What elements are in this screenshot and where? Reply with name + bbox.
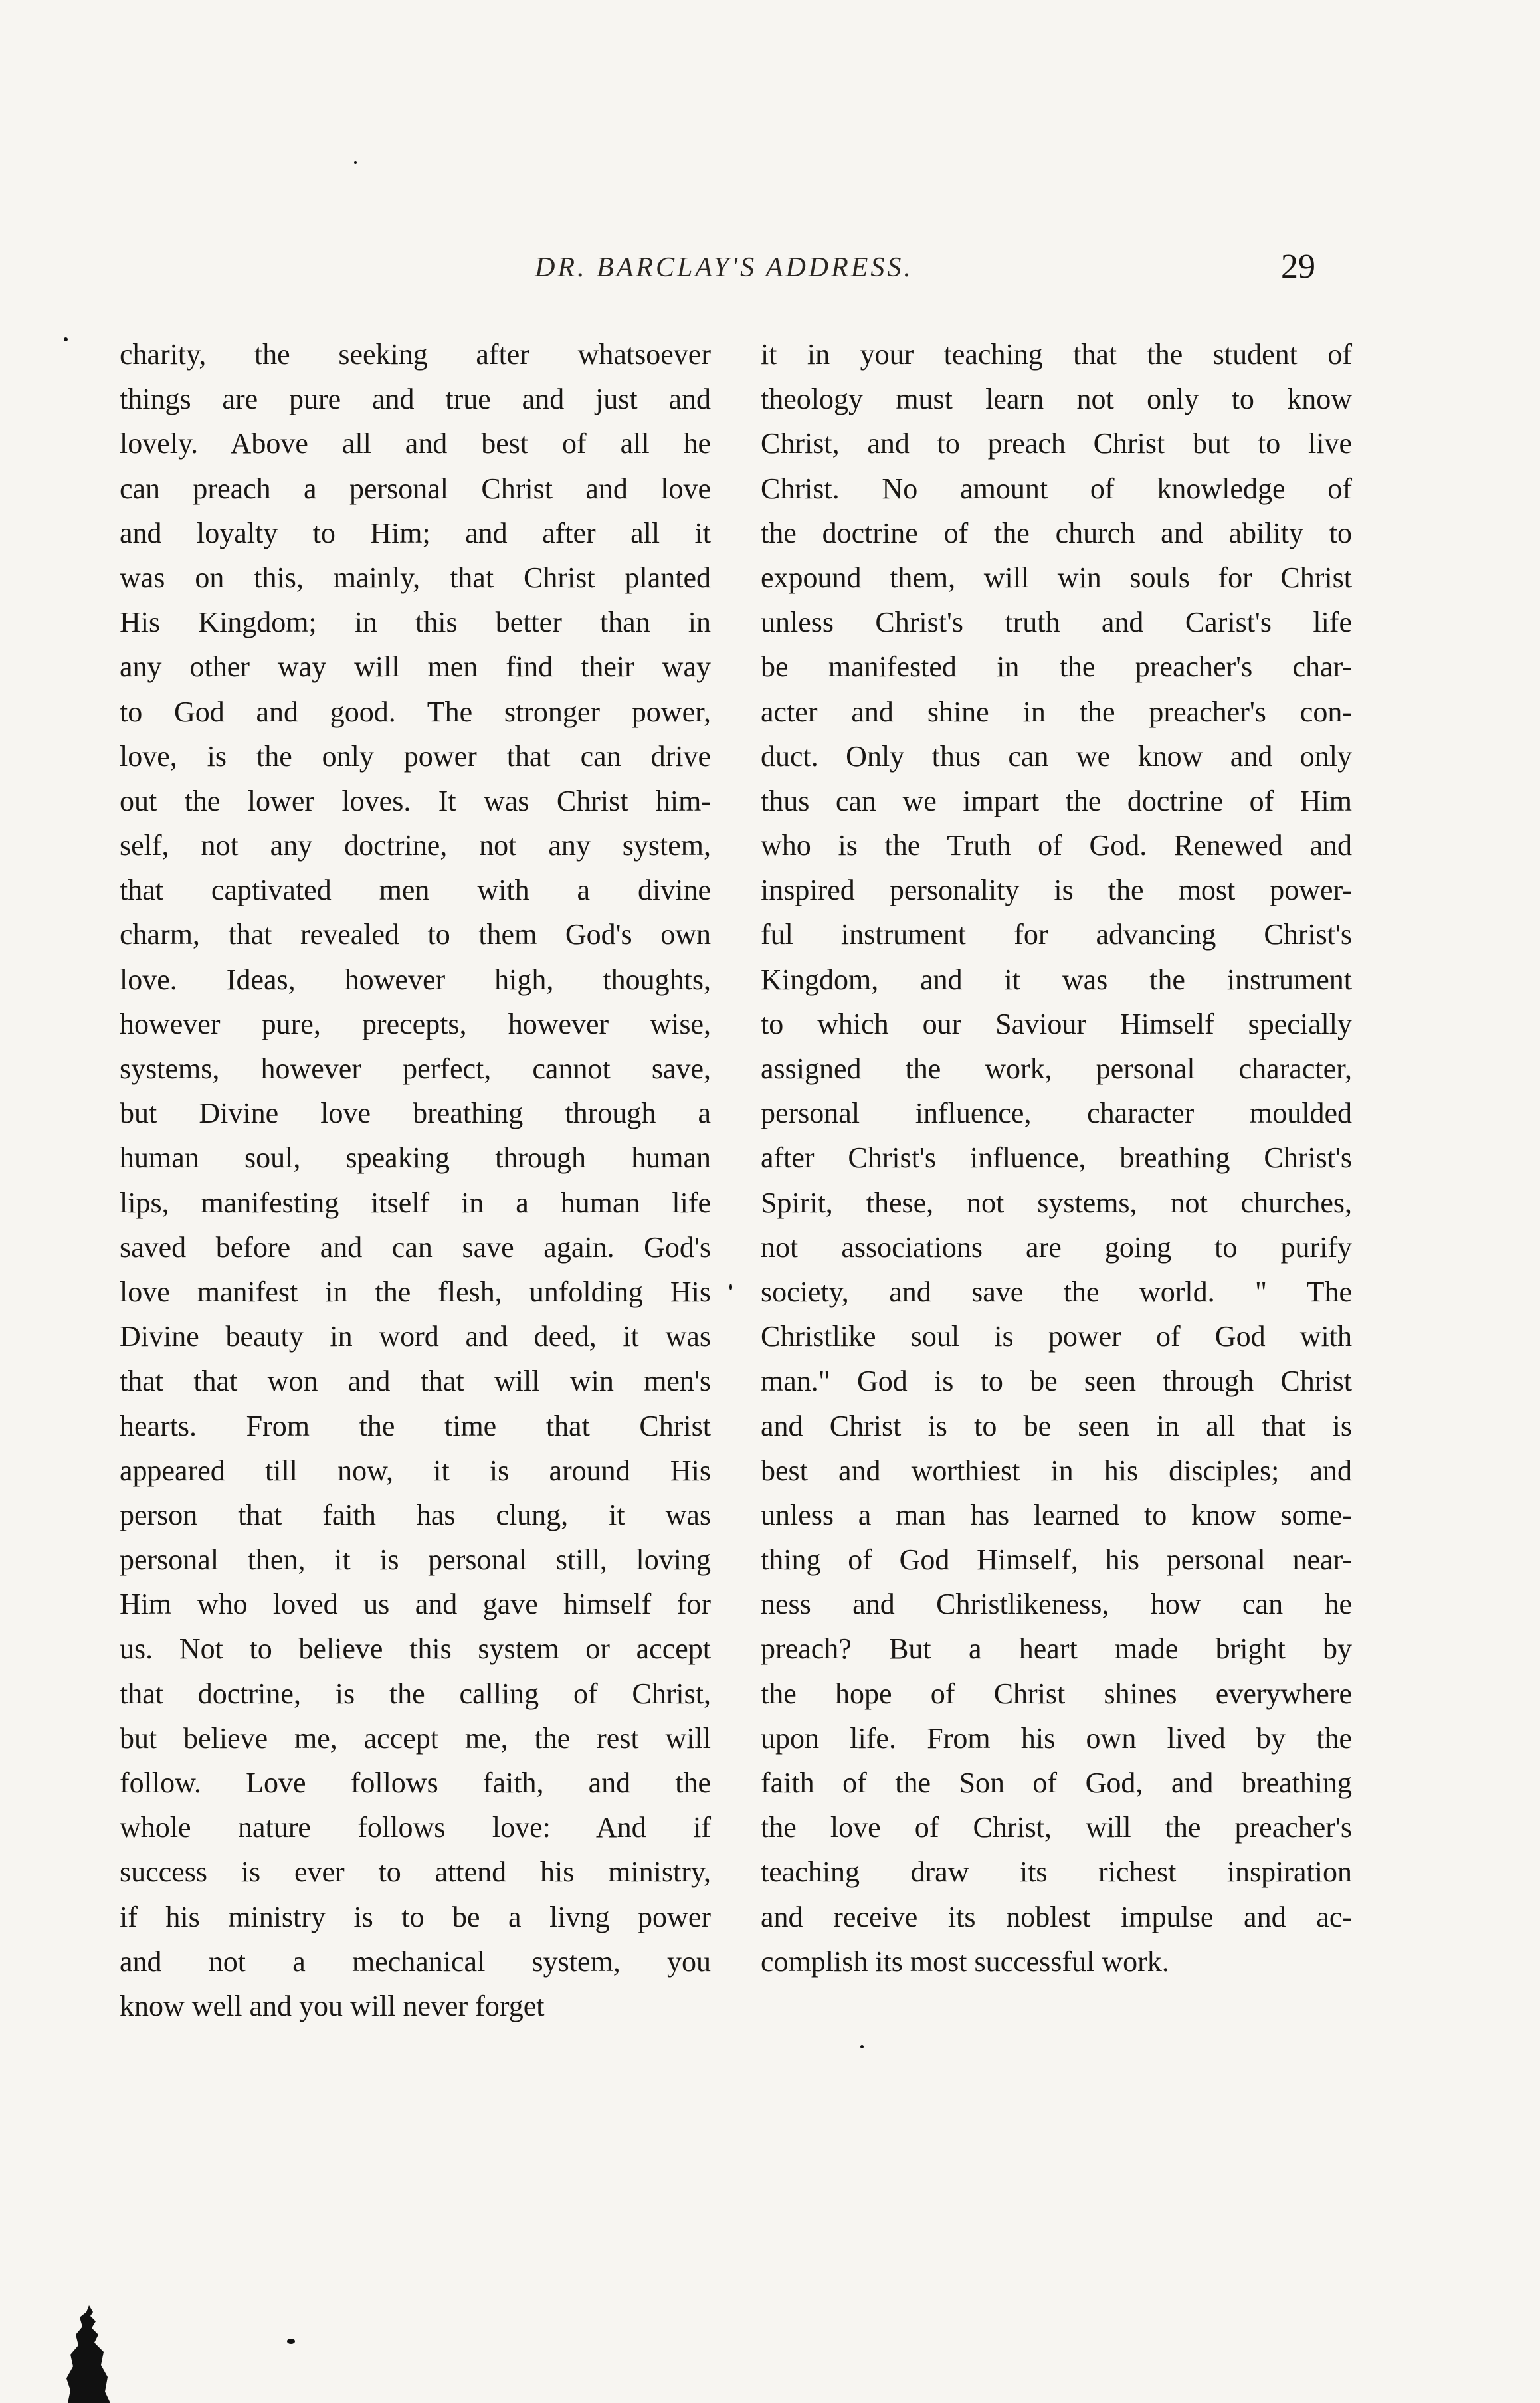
left-text-line: if his ministry is to be a livng power (120, 1900, 711, 1933)
left-text-line: lips, manifesting itself in a human life (120, 1186, 711, 1219)
left-text-line: systems, however perfect, cannot save, (120, 1052, 711, 1085)
right-text-line: Spirit, these, not systems, not churches, (761, 1186, 1352, 1219)
right-text-line: personal influence, character moulded (761, 1097, 1352, 1130)
left-text-line: charity, the seeking after whatsoever (120, 338, 711, 371)
right-text-line: unless a man has learned to know some- (761, 1498, 1352, 1531)
right-text-line: unless Christ's truth and Carist's life (761, 606, 1352, 639)
right-text-line: acter and shine in the preacher's con- (761, 695, 1352, 728)
left-text-column (120, 332, 711, 2028)
left-text-line: appeared till now, it is around His (120, 1454, 711, 1487)
right-text-line: faith of the Son of God, and breathing (761, 1767, 1352, 1799)
right-text-line: to which our Saviour Himself specially (761, 1007, 1352, 1040)
right-text-column (761, 332, 1352, 1984)
right-text-line: Christlike soul is power of God with (761, 1320, 1352, 1353)
left-text-line: and not a mechanical system, you (120, 1945, 711, 1978)
left-text-line: human soul, speaking through human (120, 1141, 711, 1175)
left-text-line: things are pure and true and just and (120, 383, 711, 416)
left-text-line: that that won and that will win men's (120, 1365, 711, 1398)
left-text-line: but believe me, accept me, the rest will (120, 1721, 711, 1755)
left-text-line: hearts. From the time that Christ (120, 1409, 711, 1442)
left-text-line: any other way will men find their way (120, 650, 711, 684)
left-text-line: that captivated men with a divine (120, 874, 711, 907)
left-text-line: us. Not to believe this system or accept (120, 1632, 711, 1666)
left-text-line: and loyalty to Him; and after all it (120, 516, 711, 549)
right-text-line: upon life. From his own lived by the (761, 1721, 1352, 1755)
left-text-line: can preach a personal Christ and love (120, 472, 711, 505)
running-head-title: DR. BARCLAY'S ADDRESS. (535, 252, 914, 283)
right-text-line: duct. Only thus can we know and only (761, 739, 1352, 773)
left-text-line: Him who loved us and gave himself for (120, 1588, 711, 1621)
right-text-line: theology must learn not only to know (761, 383, 1352, 416)
right-text-line: the doctrine of the church and ability to (761, 516, 1352, 549)
left-text-line: whole nature follows love: And if (120, 1811, 711, 1844)
left-text-line: to God and good. The stronger power, (120, 695, 711, 728)
right-text-line: Christ. No amount of knowledge of (761, 472, 1352, 505)
left-text-line: love, is the only power that can drive (120, 739, 711, 773)
scan-speck (287, 2339, 295, 2344)
left-text-line: charm, that revealed to them God's own (120, 918, 711, 951)
right-text-line: be manifested in the preacher's char- (761, 650, 1352, 684)
printers-ornament-mark (64, 2305, 112, 2403)
right-text-line: ful instrument for advancing Christ's (761, 918, 1352, 951)
right-text-line: teaching draw its richest inspiration (761, 1856, 1352, 1889)
left-text-line: that doctrine, is the calling of Christ, (120, 1677, 711, 1710)
right-text-line: not associations are going to purify (761, 1230, 1352, 1264)
left-text-line: love manifest in the flesh, unfolding His (120, 1275, 711, 1308)
left-text-line: however pure, precepts, however wise, (120, 1007, 711, 1040)
left-text-line: love. Ideas, however high, thoughts, (120, 963, 711, 996)
left-text-line: His Kingdom; in this better than in (120, 606, 711, 639)
left-text-line: person that faith has clung, it was (120, 1498, 711, 1531)
right-text-line: preach? But a heart made bright by (761, 1632, 1352, 1666)
left-text-line: follow. Love follows faith, and the (120, 1767, 711, 1799)
right-text-line: society, and save the world. " The (761, 1275, 1352, 1308)
right-text-line: and receive its noblest impulse and ac- (761, 1900, 1352, 1933)
right-text-line: best and worthiest in his disciples; and (761, 1454, 1352, 1487)
left-text-line: success is ever to attend his ministry, (120, 1856, 711, 1889)
right-text-line: the hope of Christ shines everywhere (761, 1677, 1352, 1710)
right-text-line: ness and Christlikeness, how can he (761, 1588, 1352, 1621)
left-text-line: lovely. Above all and best of all he (120, 427, 711, 460)
left-text-line: know well and you will never forget (120, 1989, 545, 2022)
page-number: 29 (1281, 248, 1315, 286)
right-text-line: complish its most successful work. (761, 1945, 1169, 1978)
right-text-line: man." God is to be seen through Christ (761, 1365, 1352, 1398)
left-text-line: Divine beauty in word and deed, it was (120, 1320, 711, 1353)
right-text-line: thing of God Himself, his personal near- (761, 1543, 1352, 1577)
right-text-line: who is the Truth of God. Renewed and (761, 829, 1352, 862)
right-text-line: Kingdom, and it was the instrument (761, 963, 1352, 996)
left-text-line: self, not any doctrine, not any system, (120, 829, 711, 862)
right-text-line: and Christ is to be seen in all that is (761, 1409, 1352, 1442)
right-text-line: the love of Christ, will the preacher's (761, 1811, 1352, 1844)
scan-speck (860, 2045, 864, 2048)
left-text-line: personal then, it is personal still, loving (120, 1543, 711, 1577)
scan-speck (729, 1284, 732, 1290)
right-text-line: Christ, and to preach Christ but to live (761, 427, 1352, 460)
right-text-line: inspired personality is the most power- (761, 874, 1352, 907)
right-text-line: after Christ's influence, breathing Christ's (761, 1141, 1352, 1175)
right-text-line: thus can we impart the doctrine of Him (761, 784, 1352, 817)
left-text-line: was on this, mainly, that Christ planted (120, 561, 711, 594)
right-text-line: expound them, will win souls for Christ (761, 561, 1352, 594)
right-text-line: assigned the work, personal character, (761, 1052, 1352, 1085)
left-text-line: but Divine love breathing through a (120, 1097, 711, 1130)
scan-speck (354, 161, 357, 164)
left-text-line: out the lower loves. It was Christ him- (120, 784, 711, 817)
right-text-line: it in your teaching that the student of (761, 338, 1352, 371)
left-text-line: saved before and can save again. God's (120, 1230, 711, 1264)
scan-speck (64, 337, 68, 341)
